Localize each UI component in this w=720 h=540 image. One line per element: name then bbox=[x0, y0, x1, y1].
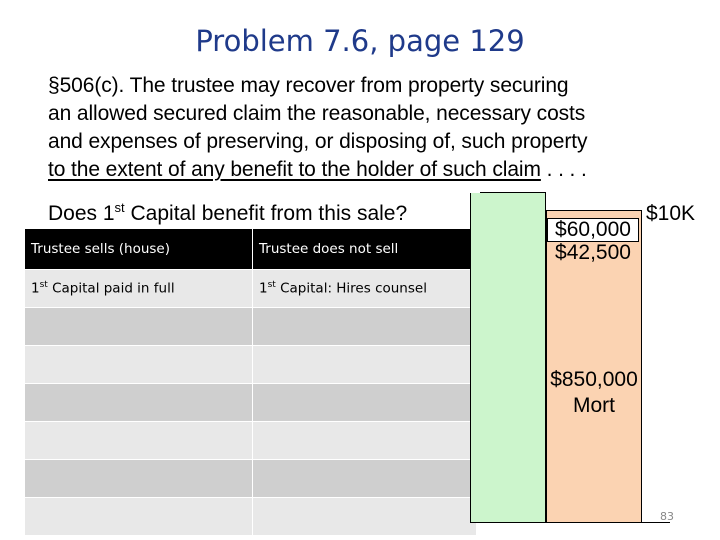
question-text bbox=[48, 200, 407, 226]
cell-paid-in-full: 1st Capital paid in full bbox=[25, 270, 253, 308]
quote-line-4 bbox=[48, 156, 688, 184]
question-part-2: Capital benefit from this sale? bbox=[124, 202, 408, 225]
table-row bbox=[25, 346, 477, 384]
comparison-table bbox=[24, 228, 477, 536]
label-42500: $42,500 bbox=[555, 241, 631, 264]
table-row bbox=[25, 460, 477, 498]
table-row bbox=[25, 308, 477, 346]
quote-line-3: and expenses of preserving, or disposing of, such property bbox=[48, 130, 588, 153]
quote-ellipsis: . . . . bbox=[540, 158, 587, 181]
table-row bbox=[25, 270, 477, 308]
label-mort: Mort bbox=[573, 394, 615, 417]
table-header-row bbox=[25, 229, 477, 270]
quote-line-1: §506(c). The trustee may recover from property securing bbox=[48, 74, 569, 97]
quote-line-2: an allowed secured claim the reasonable, necessary costs bbox=[48, 102, 586, 125]
statute-quote bbox=[48, 72, 688, 184]
table-row bbox=[25, 498, 477, 536]
header-trustee-not-sell: Trustee does not sell bbox=[253, 229, 477, 270]
label-850000: $850,000 bbox=[550, 368, 638, 391]
question-ordinal: st bbox=[114, 200, 125, 215]
question-part-1: Does 1 bbox=[48, 202, 115, 225]
quote-underlined-phrase: to the extent of any benefit to the holder of such claim bbox=[48, 158, 541, 181]
table-row bbox=[25, 384, 477, 422]
page-number: 83 bbox=[660, 510, 674, 523]
label-10k: $10K bbox=[646, 202, 696, 225]
property-value-bar bbox=[470, 193, 546, 523]
header-trustee-sells: Trustee sells (house) bbox=[25, 229, 253, 270]
table-row bbox=[25, 422, 477, 460]
cell-hires-counsel: 1st Capital: Hires counsel bbox=[253, 270, 477, 308]
label-60000: $60,000 bbox=[548, 219, 638, 241]
slide-title: Problem 7.6, page 129 bbox=[195, 24, 525, 58]
chart-baseline bbox=[470, 522, 670, 523]
